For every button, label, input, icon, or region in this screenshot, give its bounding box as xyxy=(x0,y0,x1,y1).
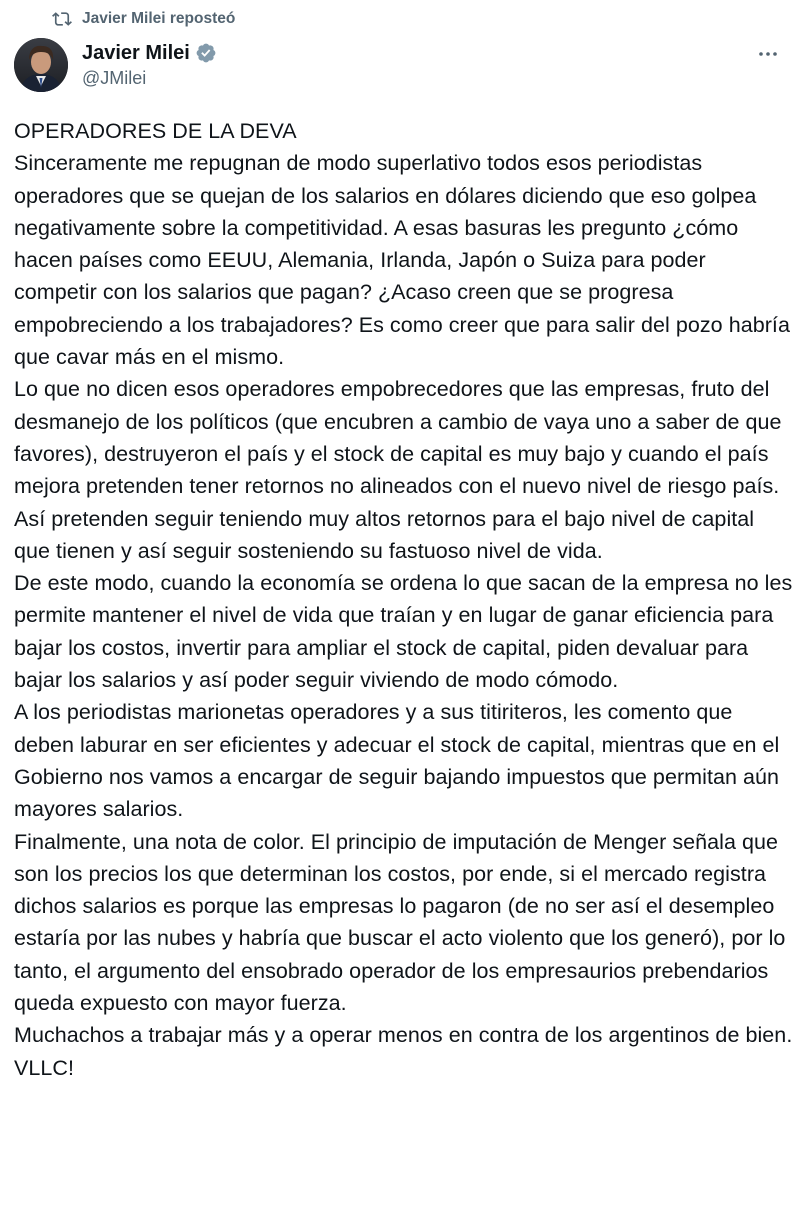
tweet-paragraph: Sinceramente me repugnan de modo superlativo todos esos periodistas operadores que se quejan de los salarios en dólares diciendo que eso golpea negativamente sobre la competitividad. A esas basuras les pregunto ¿cómo hacen países como EEUU, Alemania, Irlanda, Japón o Suiza para poder competir con los salarios que pagan? ¿Acaso creen que se progresa empobreciendo a los trabajadores? Es como creer que para salir del pozo habría que cavar más en el mismo. xyxy=(14,151,790,370)
author-name-line xyxy=(82,41,217,65)
verified-badge-icon xyxy=(195,42,217,64)
tweet-paragraph-title: OPERADORES DE LA DEVA xyxy=(14,119,297,143)
author-info[interactable] xyxy=(82,38,217,92)
repost-label: Javier Milei reposteó xyxy=(82,10,236,27)
repost-indicator[interactable] xyxy=(52,6,235,32)
more-options-icon xyxy=(756,42,780,66)
tweet-header xyxy=(14,38,786,94)
author-handle[interactable]: @JMilei xyxy=(82,67,147,88)
author-name[interactable]: Javier Milei xyxy=(82,41,190,64)
tweet-paragraph: A los periodistas marionetas operadores y a sus titiriteros, les comento que deben laburar en ser eficientes y adecuar el stock de capital, mientras que en el Gobierno nos vamos a encargar de seguir bajando impuestos que permitan aún mayores salarios. xyxy=(14,700,780,822)
tweet-text xyxy=(14,115,794,1084)
tweet-paragraph: Muchachos a trabajar más y a operar menos en contra de los argentinos de bien. xyxy=(14,1023,793,1048)
tweet-paragraph: Lo que no dicen esos operadores empobrecedores que las empresas, fruto del desmanejo de los políticos (que encubren a cambio de vaya uno a saber de que favores), destruyeron el país y el stock de capital es muy bajo y cuando el país mejora pretenden tener retornos no alineados con el nuevo nivel de riesgo país. Así pretenden seguir teniendo muy altos retornos para el bajo nivel de capital que tienen y así seguir sosteniendo su fastuoso nivel de vida. xyxy=(14,377,782,563)
avatar[interactable] xyxy=(14,38,68,92)
more-options-button[interactable] xyxy=(750,40,786,68)
tweet-paragraph: Finalmente, una nota de color. El principio de imputación de Menger señala que son los precios los que determinan los costos, por ende, si el mercado registra dichos salarios es porque las empresas lo pagaron (de no ser así el desempleo estaría por las nubes y habría que buscar el acto violento que los generó), por lo tanto, el argumento del ensobrado operador de los empresaurios prebendarios queda expuesto con mayor fuerza. xyxy=(14,829,786,1016)
repost-icon xyxy=(52,9,72,29)
tweet-paragraph-closing: VLLC! xyxy=(14,1055,75,1080)
tweet-paragraph: De este modo, cuando la economía se ordena lo que sacan de la empresa no les permite mantener el nivel de vida que traían y en lugar de ganar eficiencia para bajar los costos, invertir para ampliar el stock de capital, piden devaluar para bajar los salarios y así poder seguir viviendo de modo cómodo. xyxy=(14,571,793,693)
